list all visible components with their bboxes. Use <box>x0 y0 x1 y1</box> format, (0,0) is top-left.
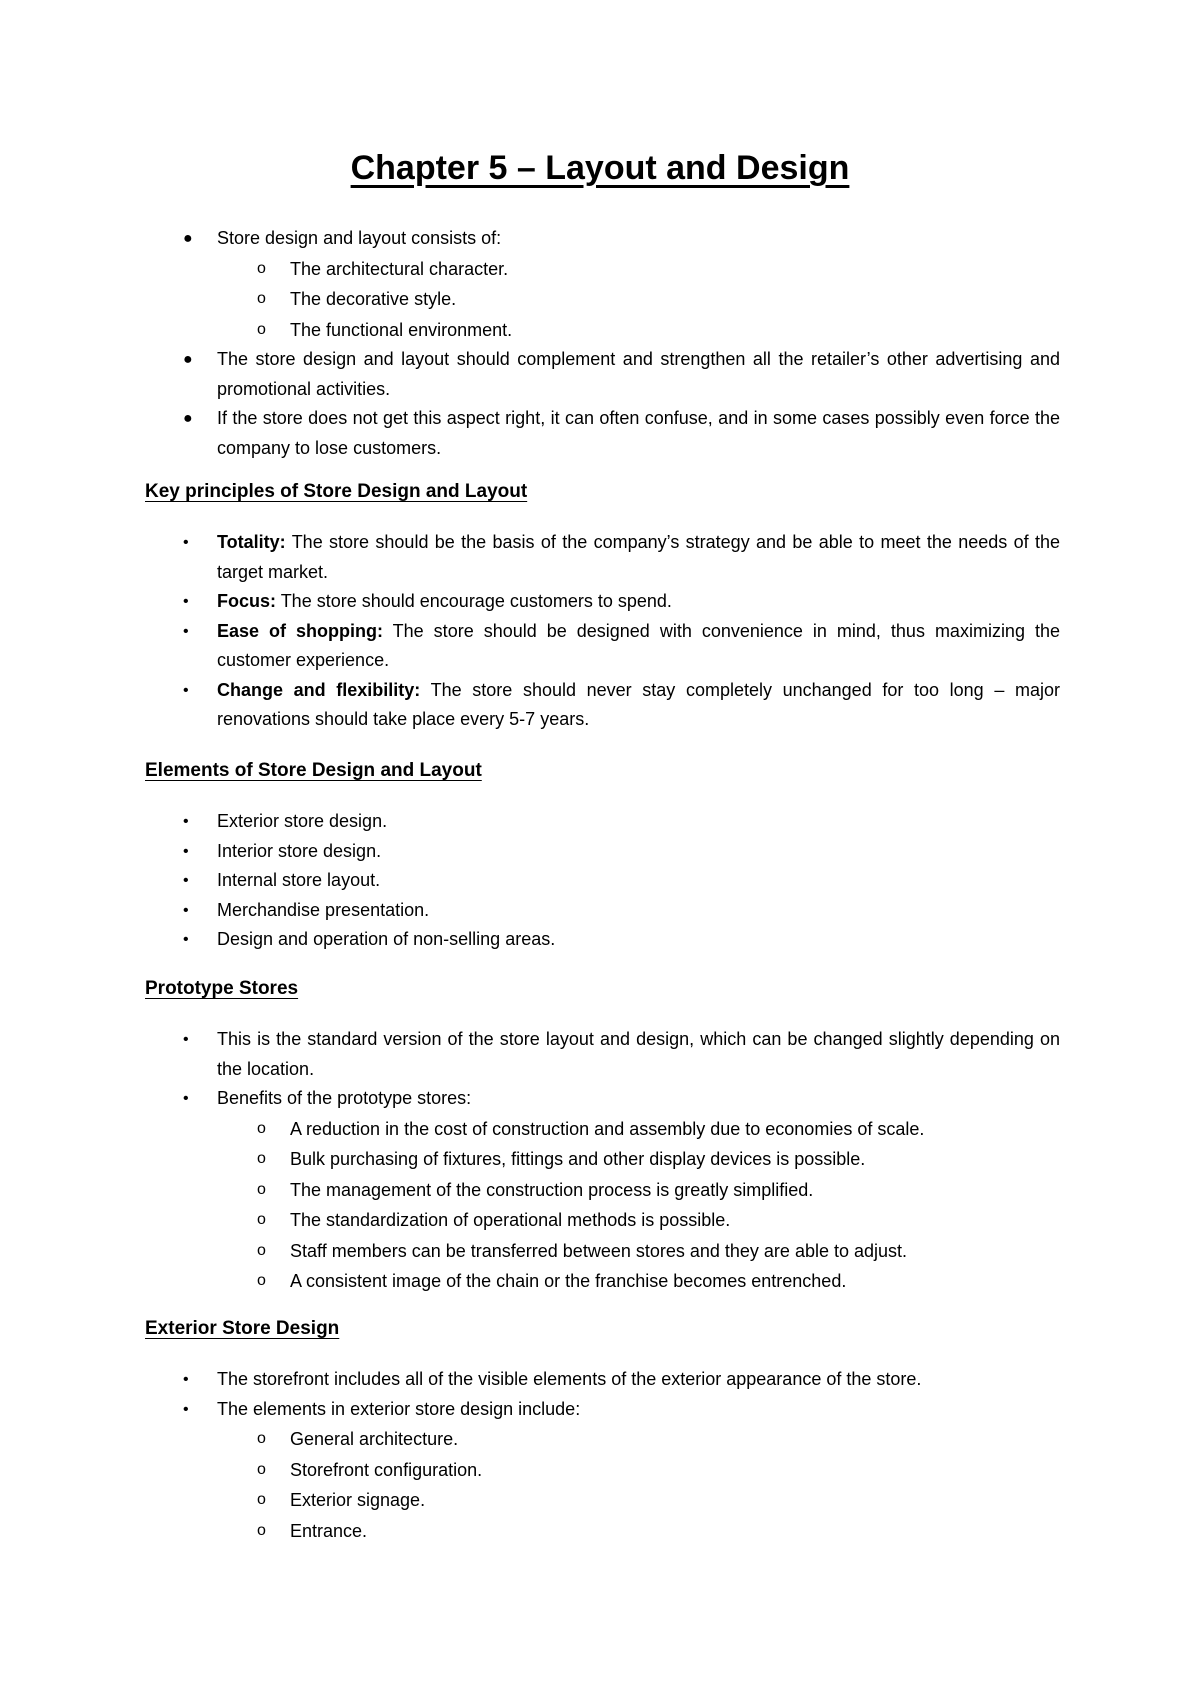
circle-bullet-icon: o <box>257 1430 266 1447</box>
bullet-icon: • <box>183 931 189 948</box>
sub-list-item: o The architectural character. <box>145 254 1060 285</box>
intro-list <box>145 224 1060 463</box>
list-item: • Change and flexibility: The store should never stay completely unchanged for too long – major renovations should take place every 5-7 years. <box>145 676 1060 735</box>
list-item: • Totality: The store should be the basis of the company’s strategy and be able to meet the needs of the target market. <box>145 528 1060 587</box>
sub-list-item: o Bulk purchasing of fixtures, fittings and other display devices is possible. <box>145 1144 1060 1175</box>
sub-list-item: o The management of the construction process is greatly simplified. <box>145 1175 1060 1206</box>
section-heading: Prototype Stores <box>145 978 299 999</box>
list-item: • The elements in exterior store design include: o General architecture. o Storefront configuration. o Exterior signage. o Entrance. <box>145 1395 1060 1547</box>
sub-list-item: o The standardization of operational methods is possible. <box>145 1205 1060 1236</box>
sub-list-item: o Staff members can be transferred between stores and they are able to adjust. <box>145 1236 1060 1267</box>
circle-bullet-icon: o <box>257 1150 266 1167</box>
sub-list-item: o A reduction in the cost of construction and assembly due to economies of scale. <box>145 1114 1060 1145</box>
bullet-icon: • <box>183 1031 189 1048</box>
prototype-section <box>145 975 1060 1297</box>
list-item: • Exterior store design. <box>145 807 1060 837</box>
intro-section <box>145 224 1060 463</box>
bullet-icon: • <box>183 593 189 610</box>
bullet-icon: • <box>183 534 189 551</box>
circle-bullet-icon: o <box>257 1241 266 1259</box>
list-item: • Focus: The store should encourage customers to spend. <box>145 587 1060 617</box>
sub-list <box>217 1424 1060 1546</box>
list-item-text: If the store does not get this aspect right, it can often confuse, and in some cases possibly even force the company to lose customers. <box>217 408 1060 458</box>
elements-list <box>145 807 1060 955</box>
list-item-text: Store design and layout consists of: <box>217 228 502 248</box>
sub-list <box>217 1114 1060 1297</box>
circle-bullet-icon: o <box>257 259 266 277</box>
list-item <box>145 404 1060 463</box>
sub-list-item: o General architecture. <box>145 1424 1060 1455</box>
circle-bullet-icon: o <box>257 320 266 338</box>
circle-bullet-icon: o <box>257 1272 266 1289</box>
bullet-icon: ● <box>183 410 193 427</box>
exterior-section <box>145 1315 1060 1546</box>
list-item: • The storefront includes all of the visible elements of the exterior appearance of the store. <box>145 1365 1060 1395</box>
list-item-text: The store design and layout should complement and strengthen all the retailer’s other advertising and promotional activities. <box>217 349 1060 399</box>
bullet-icon: • <box>183 622 189 640</box>
elements-section <box>145 757 1060 955</box>
circle-bullet-icon: o <box>257 1460 266 1478</box>
list-item: • This is the standard version of the store layout and design, which can be changed slightly depending on the location. <box>145 1025 1060 1084</box>
bullet-icon: • <box>183 842 189 860</box>
list-item: • Benefits of the prototype stores: o A reduction in the cost of construction and assembly due to economies of scale. o Bulk purchasing of fixtures, fittings and other display devices is possible. o The management of the construction process is greatly simplified. o The standardization of operational methods is possible. o Staff members can be transferred between stores and they are able to adjust. o A consistent image of the chain or the franchise becomes entrenched. <box>145 1084 1060 1297</box>
circle-bullet-icon: o <box>257 1180 266 1198</box>
sub-list-item: o Exterior signage. <box>145 1485 1060 1516</box>
exterior-list <box>145 1365 1060 1546</box>
bullet-icon: • <box>183 1400 189 1418</box>
list-item <box>145 224 1060 345</box>
sub-list-item: o The functional environment. <box>145 315 1060 346</box>
circle-bullet-icon: o <box>257 1491 266 1508</box>
bullet-icon: • <box>183 1371 189 1388</box>
bullet-icon: ● <box>183 351 193 368</box>
bullet-icon: • <box>183 813 189 830</box>
sub-list-item: o Storefront configuration. <box>145 1455 1060 1486</box>
bullet-icon: • <box>183 901 189 919</box>
list-item: • Design and operation of non-selling areas. <box>145 925 1060 955</box>
circle-bullet-icon: o <box>257 1521 266 1539</box>
sub-list <box>217 254 1060 346</box>
list-item: • Ease of shopping: The store should be designed with convenience in mind, thus maximizing the customer experience. <box>145 617 1060 676</box>
key-principles-list <box>145 528 1060 735</box>
bullet-icon: • <box>183 1090 189 1107</box>
prototype-list <box>145 1025 1060 1297</box>
circle-bullet-icon: o <box>257 1211 266 1228</box>
sub-list-item: o Entrance. <box>145 1516 1060 1547</box>
circle-bullet-icon: o <box>257 1119 266 1137</box>
bullet-icon: • <box>183 872 189 889</box>
list-item <box>145 345 1060 404</box>
page-title: Chapter 5 – Layout and Design <box>350 149 850 187</box>
section-heading: Elements of Store Design and Layout <box>145 760 482 781</box>
bullet-icon: • <box>183 681 189 699</box>
list-item: • Interior store design. <box>145 837 1060 867</box>
sub-list-item: o A consistent image of the chain or the franchise becomes entrenched. <box>145 1266 1060 1297</box>
bullet-icon: ● <box>183 230 193 247</box>
sub-list-item: o The decorative style. <box>145 284 1060 315</box>
list-item: • Internal store layout. <box>145 866 1060 896</box>
section-heading: Exterior Store Design <box>145 1318 340 1339</box>
list-item: • Merchandise presentation. <box>145 896 1060 926</box>
key-principles-section <box>145 478 1060 735</box>
section-heading: Key principles of Store Design and Layout <box>145 481 528 502</box>
circle-bullet-icon: o <box>257 290 266 307</box>
